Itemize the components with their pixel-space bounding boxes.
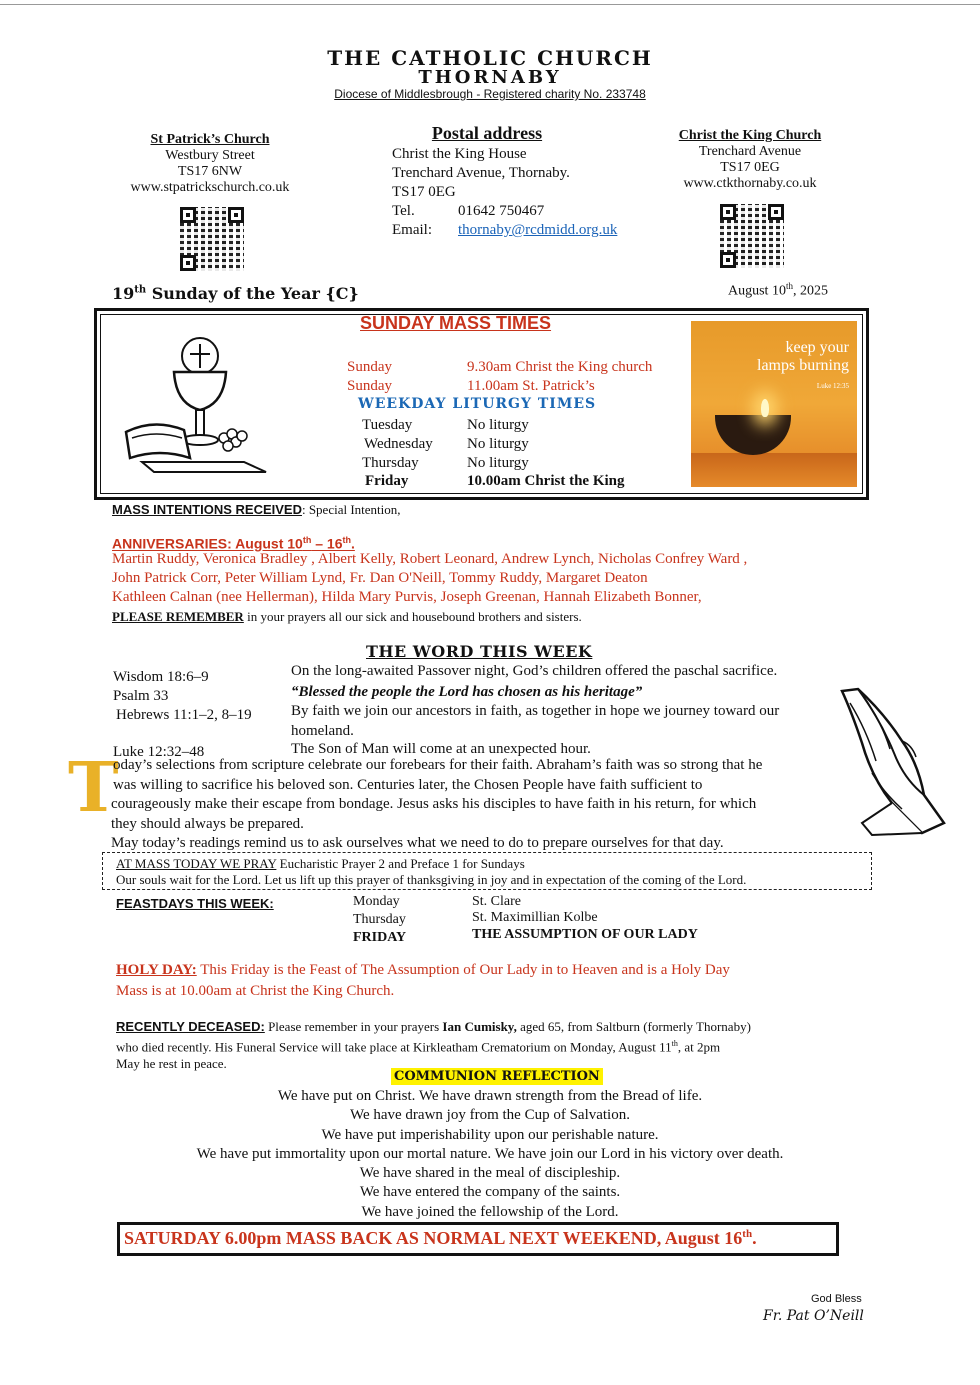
postal-address bbox=[392, 124, 617, 240]
lamp-ref: Luke 12:35 bbox=[816, 382, 849, 390]
anniversaries-title: ANNIVERSARIES: August 10th – 16th. bbox=[112, 535, 355, 552]
reading-ref-3: Hebrews 11:1–2, 8–19 bbox=[116, 707, 252, 723]
postal-tel: Tel. 01642 750467 bbox=[392, 203, 545, 219]
praying-hands-icon bbox=[832, 683, 950, 838]
flame-icon bbox=[761, 399, 769, 417]
reflection-line1: oday’s selections from scripture celebrate our forebears for their faith. Abraham’s faith was so strong that he bbox=[113, 757, 763, 773]
top-rule bbox=[0, 4, 980, 5]
reading-ref-4: Luke 12:32–48 bbox=[113, 744, 205, 760]
church-title: THE CATHOLIC CHURCH bbox=[327, 46, 653, 70]
lamp-image bbox=[691, 321, 857, 487]
holy-day-notice: HOLY DAY: This Friday is the Feast of The Assumption of Our Lady in to Heaven and is a Holy Day Mass is at 10.00am at Christ the King Church. bbox=[116, 962, 730, 999]
communion-line-2: We have drawn joy from the Cup of Salvation. bbox=[350, 1107, 630, 1124]
communion-reflection-text bbox=[0, 1087, 980, 1222]
anniversaries-line3: Kathleen Calnan (nee Hellerman), Hilda Mary Purvis, Joseph Greenan, Hannah Elizabeth Bonner, bbox=[112, 589, 702, 605]
god-bless: God Bless bbox=[811, 1293, 862, 1305]
sunday-date: August 10th, 2025 bbox=[728, 281, 828, 299]
postal-email: Email: thornaby@rcdmidd.org.uk bbox=[392, 222, 618, 238]
christ-king-qr-code bbox=[720, 204, 784, 268]
reading-text-3b: homeland. bbox=[291, 723, 354, 739]
anniversaries-names bbox=[112, 550, 872, 607]
reflection-line2: was willing to sacrifice his beloved son. Centuries later, the Chosen People have faith sufficient to bbox=[113, 776, 703, 793]
mass-times-title: SUNDAY MASS TIMES bbox=[360, 313, 552, 333]
mass-intentions: MASS INTENTIONS RECEIVED: Special Intention, bbox=[112, 502, 401, 517]
anniversaries-line1: Martin Ruddy, Veronica Bradley , Albert Kelly, Robert Leonard, Andrew Lynch, Nicholas Confrey Ward , bbox=[112, 551, 748, 567]
email-link[interactable]: thornaby@rcdmidd.org.uk bbox=[458, 222, 618, 238]
recently-deceased: RECENTLY DECEASED: Please remember in your prayers Ian Cumisky, aged 65, from Saltburn (formerly Thornaby) who died recently. His Funeral Service will take place at Kirkleatham Crematorium on Monday, August 11th, at 2pm May he rest in peace. bbox=[116, 1019, 751, 1072]
christ-king-postcode: TS17 0EG bbox=[720, 160, 780, 175]
anniversaries-line2: John Patrick Corr, Peter William Lynd, Fr. Dan O'Neill, Tommy Ruddy, Margaret Deaton bbox=[112, 570, 648, 586]
weekday-row-tuesday: Tuesday No liturgy bbox=[362, 417, 529, 433]
postal-line3: TS17 0EG bbox=[392, 184, 456, 200]
sunday-mass-row-1: Sunday 9.30am Christ the King church bbox=[347, 359, 653, 375]
communion-line-3: We have put imperishability upon our perishable nature. bbox=[321, 1126, 659, 1143]
communion-line-7: We have joined the fellowship of the Lord. bbox=[361, 1203, 619, 1220]
st-patricks-address bbox=[110, 132, 310, 196]
feast-day-friday: FRIDAY bbox=[353, 930, 407, 945]
feast-day-monday: Monday bbox=[353, 894, 400, 909]
please-remember: PLEASE REMEMBER in your prayers all our sick and housebound brothers and sisters. bbox=[112, 609, 582, 624]
postal-line2: Trenchard Avenue, Thornaby. bbox=[392, 165, 570, 181]
feast-name-monday: St. Clare bbox=[472, 894, 521, 909]
reading-ref-2: Psalm 33 bbox=[113, 688, 169, 704]
weekday-row-friday: Friday 10.00am Christ the King bbox=[365, 473, 625, 489]
feast-day-thursday: Thursday bbox=[353, 912, 406, 927]
reading-text-1: On the long-awaited Passover night, God’s children offered the paschal sacrifice. bbox=[291, 663, 778, 679]
word-reflection bbox=[113, 756, 843, 854]
postal-line1: Christ the King House bbox=[392, 146, 527, 162]
chalice-bread-icon bbox=[124, 334, 274, 474]
christ-king-address bbox=[660, 128, 840, 192]
feast-name-friday: THE ASSUMPTION OF OUR LADY bbox=[472, 927, 698, 942]
at-mass-today: AT MASS TODAY WE PRAY Eucharistic Prayer 2 and Preface 1 for Sundays bbox=[116, 856, 525, 871]
st-patricks-postcode: TS17 6NW bbox=[177, 164, 243, 179]
saturday-banner-text: SATURDAY 6.00pm MASS BACK AS NORMAL NEXT WEEKEND, August 16th. bbox=[124, 1228, 757, 1248]
drop-cap: T bbox=[68, 748, 119, 828]
reading-ref-1: Wisdom 18:6–9 bbox=[113, 669, 209, 685]
weekday-liturgy-title: WEEKDAY LITURGY TIMES bbox=[358, 396, 597, 412]
reading-text-2: “Blessed the people the Lord has chosen as his heritage” bbox=[291, 684, 643, 700]
weekday-row-wednesday: Wednesday No liturgy bbox=[364, 436, 529, 452]
st-patricks-website[interactable]: www.stpatrickschurch.co.uk bbox=[130, 180, 290, 195]
reflection-line4: they should always be prepared. bbox=[111, 815, 304, 832]
feastdays-title: FEASTDAYS THIS WEEK: bbox=[116, 896, 274, 911]
feast-name-thursday: St. Maximillian Kolbe bbox=[472, 910, 598, 925]
diocese-line: Diocese of Middlesbrough - Registered charity No. 233748 bbox=[334, 87, 646, 101]
reading-text-3: By faith we join our ancestors in faith, as together in hope we journey toward our bbox=[291, 703, 780, 719]
christ-king-heading: Christ the King Church bbox=[678, 128, 822, 143]
at-mass-today-line2: Our souls wait for the Lord. Let us lift up this prayer of thanksgiving in joy and in expectation of the coming of the Lord. bbox=[116, 872, 747, 887]
christ-king-website[interactable]: www.ctkthornaby.co.uk bbox=[683, 176, 817, 191]
communion-reflection-title: COMMUNION REFLECTION bbox=[391, 1068, 603, 1085]
reading-text-4: The Son of Man will come at an unexpected hour. bbox=[291, 741, 591, 757]
signature: Fr. Pat O’Neill bbox=[763, 1308, 864, 1324]
sunday-mass-row-2: Sunday 11.00am St. Patrick’s bbox=[347, 378, 595, 394]
christ-king-street: Trenchard Avenue bbox=[698, 144, 802, 159]
reflection-line5: May today’s readings remind us to ask ourselves what we need to do to prepare ourselves for that day. bbox=[111, 835, 724, 851]
lamp-text-line1: keep your bbox=[785, 339, 849, 356]
oil-lamp-icon bbox=[715, 415, 791, 455]
word-this-week-title: THE WORD THIS WEEK bbox=[366, 642, 593, 661]
reflection-line3: courageously make their escape from bondage. Jesus asks his disciples to have faith in his return, for which bbox=[111, 796, 757, 812]
postal-heading: Postal address bbox=[431, 123, 543, 143]
church-subtitle: THORNABY bbox=[418, 67, 562, 88]
communion-line-1: We have put on Christ. We have drawn strength from the Bread of life. bbox=[277, 1088, 703, 1104]
communion-line-4: We have put immortality upon our mortal nature. We have join our Lord in his victory over death. bbox=[196, 1145, 784, 1162]
sunday-title: 19th Sunday of the Year {C} bbox=[112, 284, 359, 303]
lamp-text-line2: lamps burning bbox=[757, 357, 849, 374]
communion-line-6: We have entered the company of the saints. bbox=[359, 1184, 621, 1201]
communion-line-5: We have shared in the meal of discipleship. bbox=[359, 1165, 621, 1182]
weekday-row-thursday: Thursday No liturgy bbox=[362, 455, 529, 471]
st-patricks-qr-code bbox=[180, 207, 244, 271]
st-patricks-heading: St Patrick’s Church bbox=[150, 132, 270, 147]
st-patricks-street: Westbury Street bbox=[165, 148, 255, 163]
